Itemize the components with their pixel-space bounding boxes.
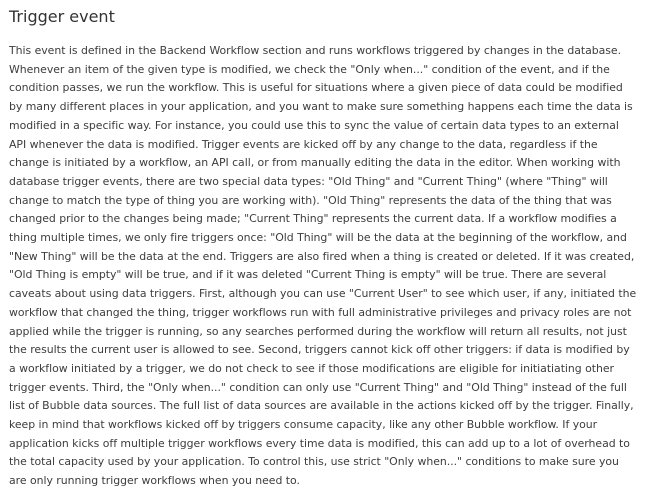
section-body-paragraph: This event is defined in the Backend Workflow section and runs workflows triggered by changes in the database. Whenever an item of the given type is modified, we check the "Only when..." condition of the event, and if the condition passes, we run the workflow. This is useful for situations where a given piece of data could be modified by many different places in your application, and you want to make sure something happens each time the data is modified in a specific way. For instance, you could use this to sync the value of certain data types to an external API whenever the data is modified. Trigger events are kicked off by any change to the data, regardless if the change is initiated by a workflow, an API call, or from manually editing the data in the editor. When working with database trigger events, there are two special data types: "Old Thing" and "Current Thing" (where "Thing" will change to match the type of thing you are working with). "Old Thing" represents the data of the thing that was changed prior to the changes being made; "Current Thing" represents the current data. If a workflow modifies a thing multiple times, we only fire triggers once: "Old Thing" will be the data at the beginning of the workflow, and "New Thing" will be the data at the end. Triggers are also fired when a thing is created or deleted. If it was created, "Old Thing is empty" will be true, and if it was deleted "Current Thing is empty" will be true. There are several caveats about using data triggers. First, although you can use "Current User" to see which user, if any, initiated the workflow that changed the thing, trigger workflows run with full administrative privileges and privacy roles are not applied while the trigger is running, so any searches performed during the workflow will return all results, not just the results the current user is allowed to see. Second, triggers cannot kick off other triggers: if data is modified by a workflow initiated by a trigger, we do not check to see if those modifications are eligible for initiatiating other trigger events. Third, the "Only when..." condition can only use "Current Thing" and "Old Thing" instead of the full list of Bubble data sources. The full list of data sources are available in the actions kicked off by the trigger. Finally, keep in mind that workflows kicked off by triggers consume capacity, like any other Bubble workflow. If your application kicks off multiple trigger workflows every time data is modified, this can add up to a lot of overhead to the total capacity used by your application. To control this, use strict "Only when..." conditions to make sure you are only running trigger workflows when you need to. bbox=[9, 44, 637, 488]
documentation-section bbox=[9, 6, 639, 491]
section-title: Trigger event bbox=[9, 7, 115, 26]
